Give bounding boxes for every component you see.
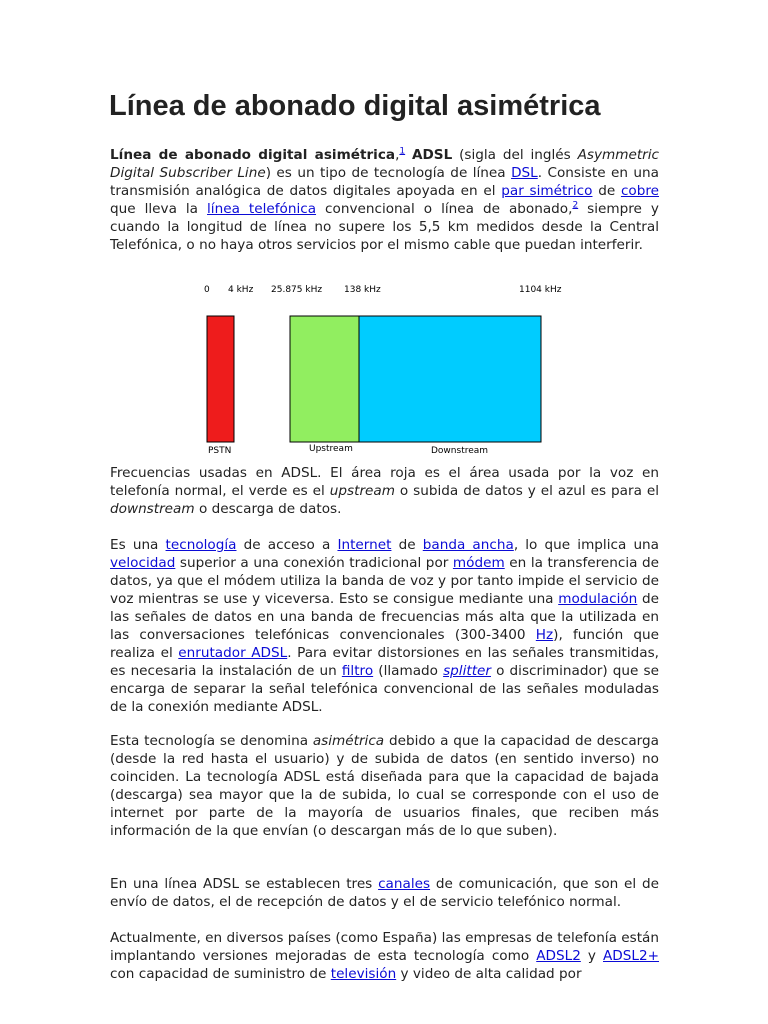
text-span: superior a una conexión tradicional por [175,555,453,571]
link-dsl[interactable]: DSL [511,165,538,181]
text-span: (llamado [373,663,444,679]
band-downstream [359,316,541,442]
text-span: . Para evitar distorsiones en las señales transmitidas, es necesaria la instalación de un [110,645,659,679]
text-span: de [391,537,423,553]
link-canales[interactable]: canales [378,876,431,892]
text-span: ) es un tipo de tecnología de línea [265,165,512,181]
text-span: Es una [110,537,166,553]
text-span: de acceso a [236,537,338,553]
text-span: o discriminador) que se encarga de separar la señal telefónica convencional de las señales moduladas de la conexión mediante ADSL. [110,663,659,715]
link-cobre[interactable]: cobre [620,183,660,199]
link-banda-ancha[interactable]: banda ancha [422,537,514,553]
freq-label-25875khz: 25.875 kHz [271,285,323,295]
link-splitter[interactable]: splitter [443,663,491,679]
adsl-frequency-diagram [196,278,576,460]
term-bold: Línea de abonado digital asimétrica [110,147,396,163]
technology-paragraph [110,536,659,716]
text-span: de [592,183,621,199]
text-span: de las señales de datos en una banda de frecuencias más alta que la utilizada en las conversaciones telefónicas convencionales (300-3400 [110,591,659,643]
text-span: , [395,147,400,163]
link-adsl2[interactable]: ADSL2 [536,948,581,964]
link-par-simetrico[interactable]: par simétrico [501,183,593,199]
link-modem[interactable]: módem [452,555,505,571]
text-span: En una línea ADSL se establecen tres [110,876,379,892]
freq-label-0: 0 [204,285,210,295]
text-span: Esta tecnología se denomina [110,733,313,749]
text-span: Actualmente, en diversos países (como España) las empresas de telefonía están implantando versiones mejoradas de esta tecnología como [110,930,659,964]
text-span: y video de alta calidad por [396,966,582,982]
band-label-downstream: Downstream [431,446,489,456]
text-span: convencional o línea de abonado, [316,201,573,217]
italic-downstream: downstream [110,501,195,517]
band-upstream [290,316,359,442]
text-span: debido a que la capacidad de descarga (desde la red hasta el usuario) y de subida de datos (en sentido inverso) no coinciden. La tecnología ADSL está diseñada para que la capacidad de bajada (descarga) sea mayor que la de subida, lo cual se corresponde con el uso de internet por parte de la mayoría de usuarios finales, que reciben más información de la que envían (o descargan más de lo que suben). [110,733,659,839]
intro-paragraph [110,146,659,254]
text-span: ), función que realiza el [110,627,659,661]
link-filtro[interactable]: filtro [341,663,374,679]
reference-1[interactable] [399,146,405,156]
channels-paragraph [110,875,659,911]
text-span: , lo que implica una [513,537,660,553]
current-paragraph [110,929,659,983]
link-velocidad[interactable]: velocidad [110,555,176,571]
english-name: Asymmetric Digital Subscriber Line [110,147,660,181]
frequency-diagram-svg [196,278,576,460]
text-span: con capacidad de suministro de [110,966,331,982]
text-span: Frecuencias usadas en ADSL. El área roja es el área usada por la voz en telefonía normal, el verde es el [110,465,659,499]
link-modulacion[interactable]: modulación [558,591,638,607]
link-tecnologia[interactable]: tecnología [165,537,237,553]
text-span: (sigla del inglés [452,147,578,163]
asymmetry-paragraph [110,732,659,840]
freq-label-138khz: 138 kHz [344,285,381,295]
reference-2-link[interactable]: 2 [572,200,579,211]
freq-label-4khz: 4 kHz [228,285,254,295]
link-adsl2-plus[interactable]: ADSL2+ [603,948,660,964]
link-linea-telefonica[interactable]: línea telefónica [207,201,317,217]
link-internet[interactable]: Internet [337,537,392,553]
text-span: o subida de datos y el azul es para el [394,483,660,499]
text-span: . Consiste en una transmisión analógica de datos digitales apoyada en el [110,165,659,199]
freq-label-1104khz: 1104 kHz [519,285,562,295]
figure-caption-paragraph [110,464,659,518]
link-hz[interactable]: Hz [535,627,554,643]
text-span: en la transferencia de datos, ya que el módem utiliza la banda de voz y por tanto impide el servicio de voz mientras se use y viceversa. Esto se consigue mediante una [110,555,659,607]
reference-1-link[interactable]: 1 [399,146,406,157]
text-span: que lleva la [110,201,208,217]
band-pstn [207,316,234,442]
band-label-upstream: Upstream [309,444,353,454]
italic-upstream: upstream [329,483,395,499]
band-label-pstn: PSTN [208,446,232,456]
text-span: siempre y cuando la longitud de línea no supere los 5,5 km medidos desde la Central Telefónica, o no haya otros servicios por el mismo cable que puedan interferir. [110,201,659,253]
italic-asimetrica: asimétrica [312,733,385,749]
link-enrutador-adsl[interactable]: enrutador ADSL [178,645,288,661]
link-television[interactable]: televisión [330,966,397,982]
abbr-bold: ADSL [411,147,453,163]
page-title: Línea de abonado digital asimétrica [109,90,601,122]
text-span: y [580,948,603,964]
text-span: o descarga de datos. [194,501,342,517]
text-span: de comunicación, que son el de envío de datos, el de recepción de datos y el de servicio telefónico normal. [110,876,659,910]
